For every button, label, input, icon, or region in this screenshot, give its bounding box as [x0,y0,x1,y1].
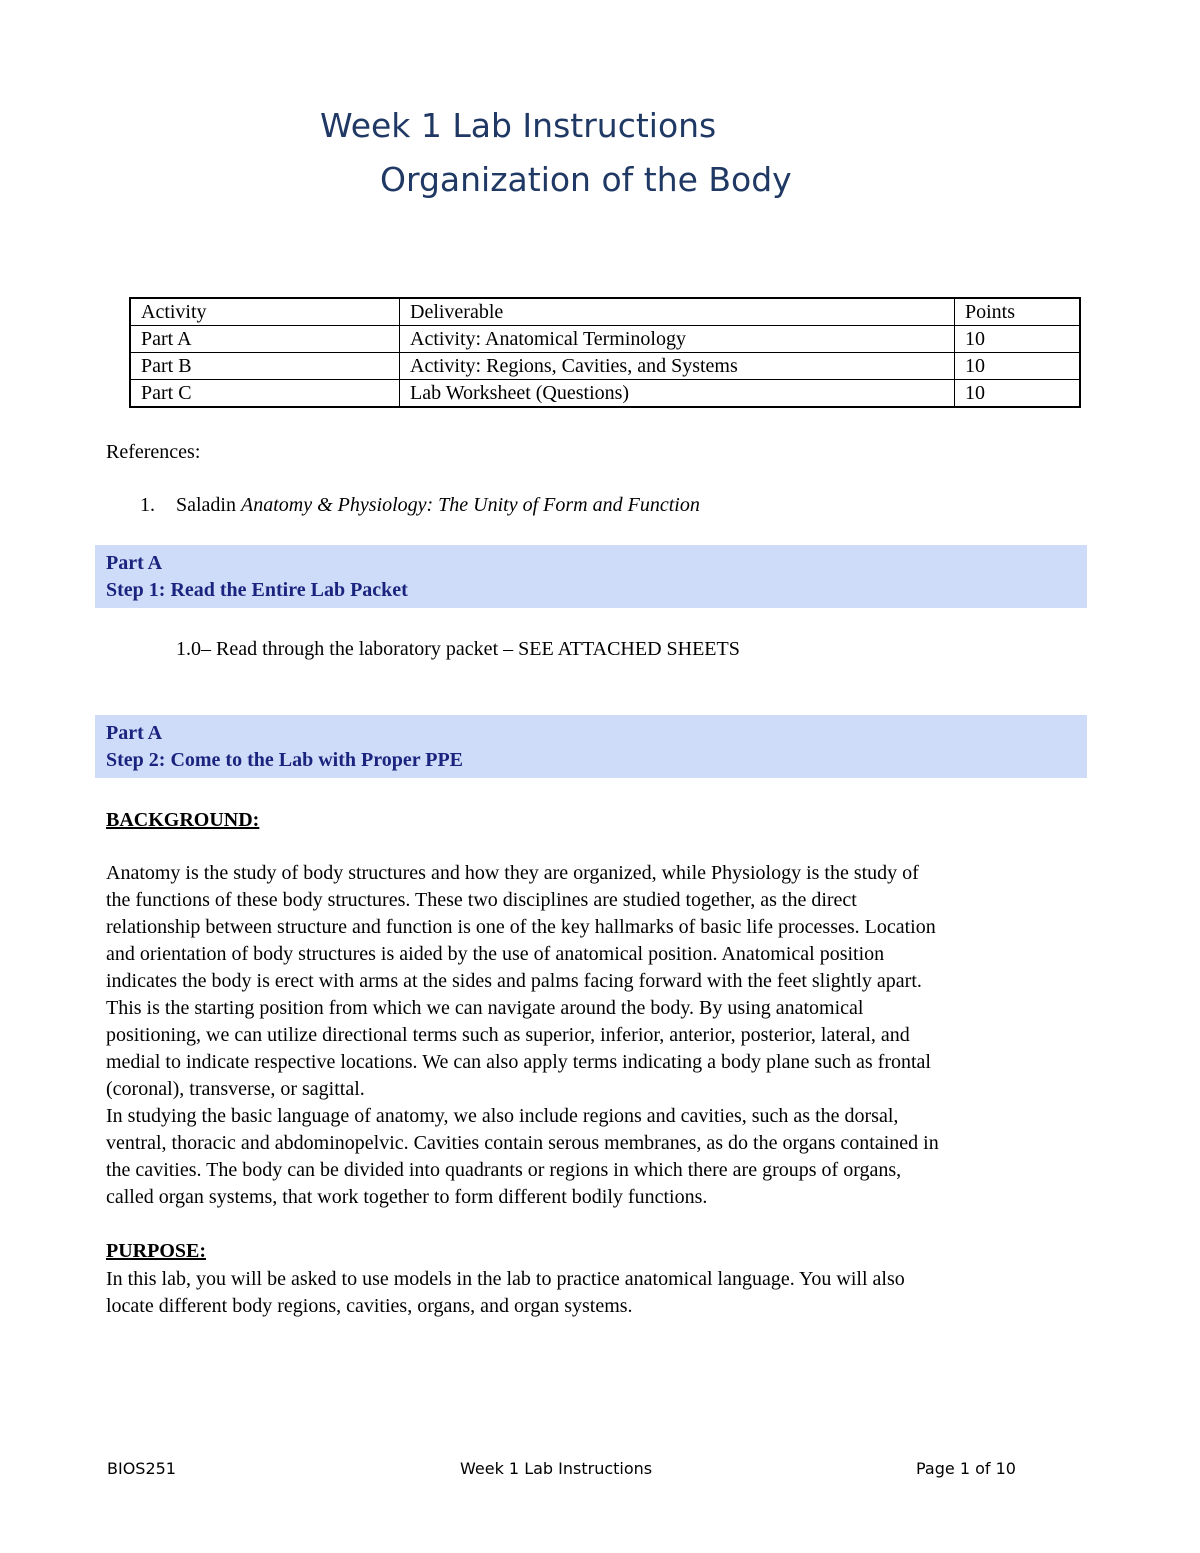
reference-number: 1. [140,494,155,516]
paragraph-line: and orientation of body structures is aided by the use of anatomical position. Anatomical position [106,943,885,965]
table-cell: Lab Worksheet (Questions) [400,380,955,408]
paragraph-line: In this lab, you will be asked to use models in the lab to practice anatomical language. You will also [106,1268,905,1290]
table-cell: Part C [130,380,400,408]
footer-course-code: BIOS251 [107,1459,176,1478]
paragraph-line: positioning, we can utilize directional terms such as superior, inferior, anterior, posterior, lateral, and [106,1024,910,1046]
table-cell: 10 [955,326,1081,353]
paragraph-line: This is the starting position from which we can navigate around the body. By using anatomical [106,997,864,1019]
table-cell: 10 [955,380,1081,408]
reference-author: Saladin [176,494,236,516]
paragraph-line: the functions of these body structures. These two disciplines are studied together, as the direct [106,889,857,911]
paragraph-line: called organ systems, that work together to form different bodily functions. [106,1186,708,1208]
table-header-row [130,298,1080,326]
table-cell: Activity: Regions, Cavities, and Systems [400,353,955,380]
section-step-title: Step 1: Read the Entire Lab Packet [106,579,408,601]
background-paragraph [106,860,1096,1211]
table-row [130,353,1080,380]
paragraph-line: In studying the basic language of anatomy, we also include regions and cavities, such as the dorsal, [106,1105,899,1127]
document-subtitle: Organization of the Body [380,160,792,199]
paragraph-line: the cavities. The body can be divided into quadrants or regions in which there are groups of organs, [106,1159,902,1181]
table-header-cell: Points [955,298,1081,326]
background-heading: BACKGROUND: [106,809,260,831]
table-cell: Activity: Anatomical Terminology [400,326,955,353]
paragraph-line: ventral, thoracic and abdominopelvic. Cavities contain serous membranes, as do the organs contained in [106,1132,939,1154]
footer-page-number: Page 1 of 10 [916,1459,1016,1478]
table-cell: Part B [130,353,400,380]
paragraph-line: indicates the body is erect with arms at the sides and palms facing forward with the feet slightly apart. [106,970,922,992]
purpose-heading: PURPOSE: [106,1240,206,1262]
purpose-paragraph [106,1266,1096,1320]
section-part-label: Part A [106,552,163,574]
table-cell: 10 [955,353,1081,380]
footer-document-title: Week 1 Lab Instructions [460,1459,653,1478]
deliverables-table [129,297,1081,408]
paragraph-line: Anatomy is the study of body structures and how they are organized, while Physiology is the study of [106,862,919,884]
table-header-cell: Deliverable [400,298,955,326]
reference-title: Anatomy & Physiology: The Unity of Form and Function [241,494,700,516]
paragraph-line: medial to indicate respective locations. We can also apply terms indicating a body plane such as frontal [106,1051,931,1073]
references-label: References: [106,441,201,463]
table-row [130,380,1080,408]
reference-item [176,492,700,519]
paragraph-line: relationship between structure and function is one of the key hallmarks of basic life processes. Location [106,916,936,938]
section-step-title: Step 2: Come to the Lab with Proper PPE [106,749,464,771]
paragraph-line: locate different body regions, cavities, organs, and organ systems. [106,1295,633,1317]
table-header-cell: Activity [130,298,400,326]
table-row [130,326,1080,353]
table-cell: Part A [130,326,400,353]
paragraph-line: (coronal), transverse, or sagittal. [106,1078,365,1100]
section-header-step-2 [95,715,1087,778]
document-title: Week 1 Lab Instructions [320,106,717,145]
section-part-label: Part A [106,722,163,744]
step-1-instruction: 1.0– Read through the laboratory packet – SEE ATTACHED SHEETS [176,638,740,660]
section-header-step-1 [95,545,1087,608]
